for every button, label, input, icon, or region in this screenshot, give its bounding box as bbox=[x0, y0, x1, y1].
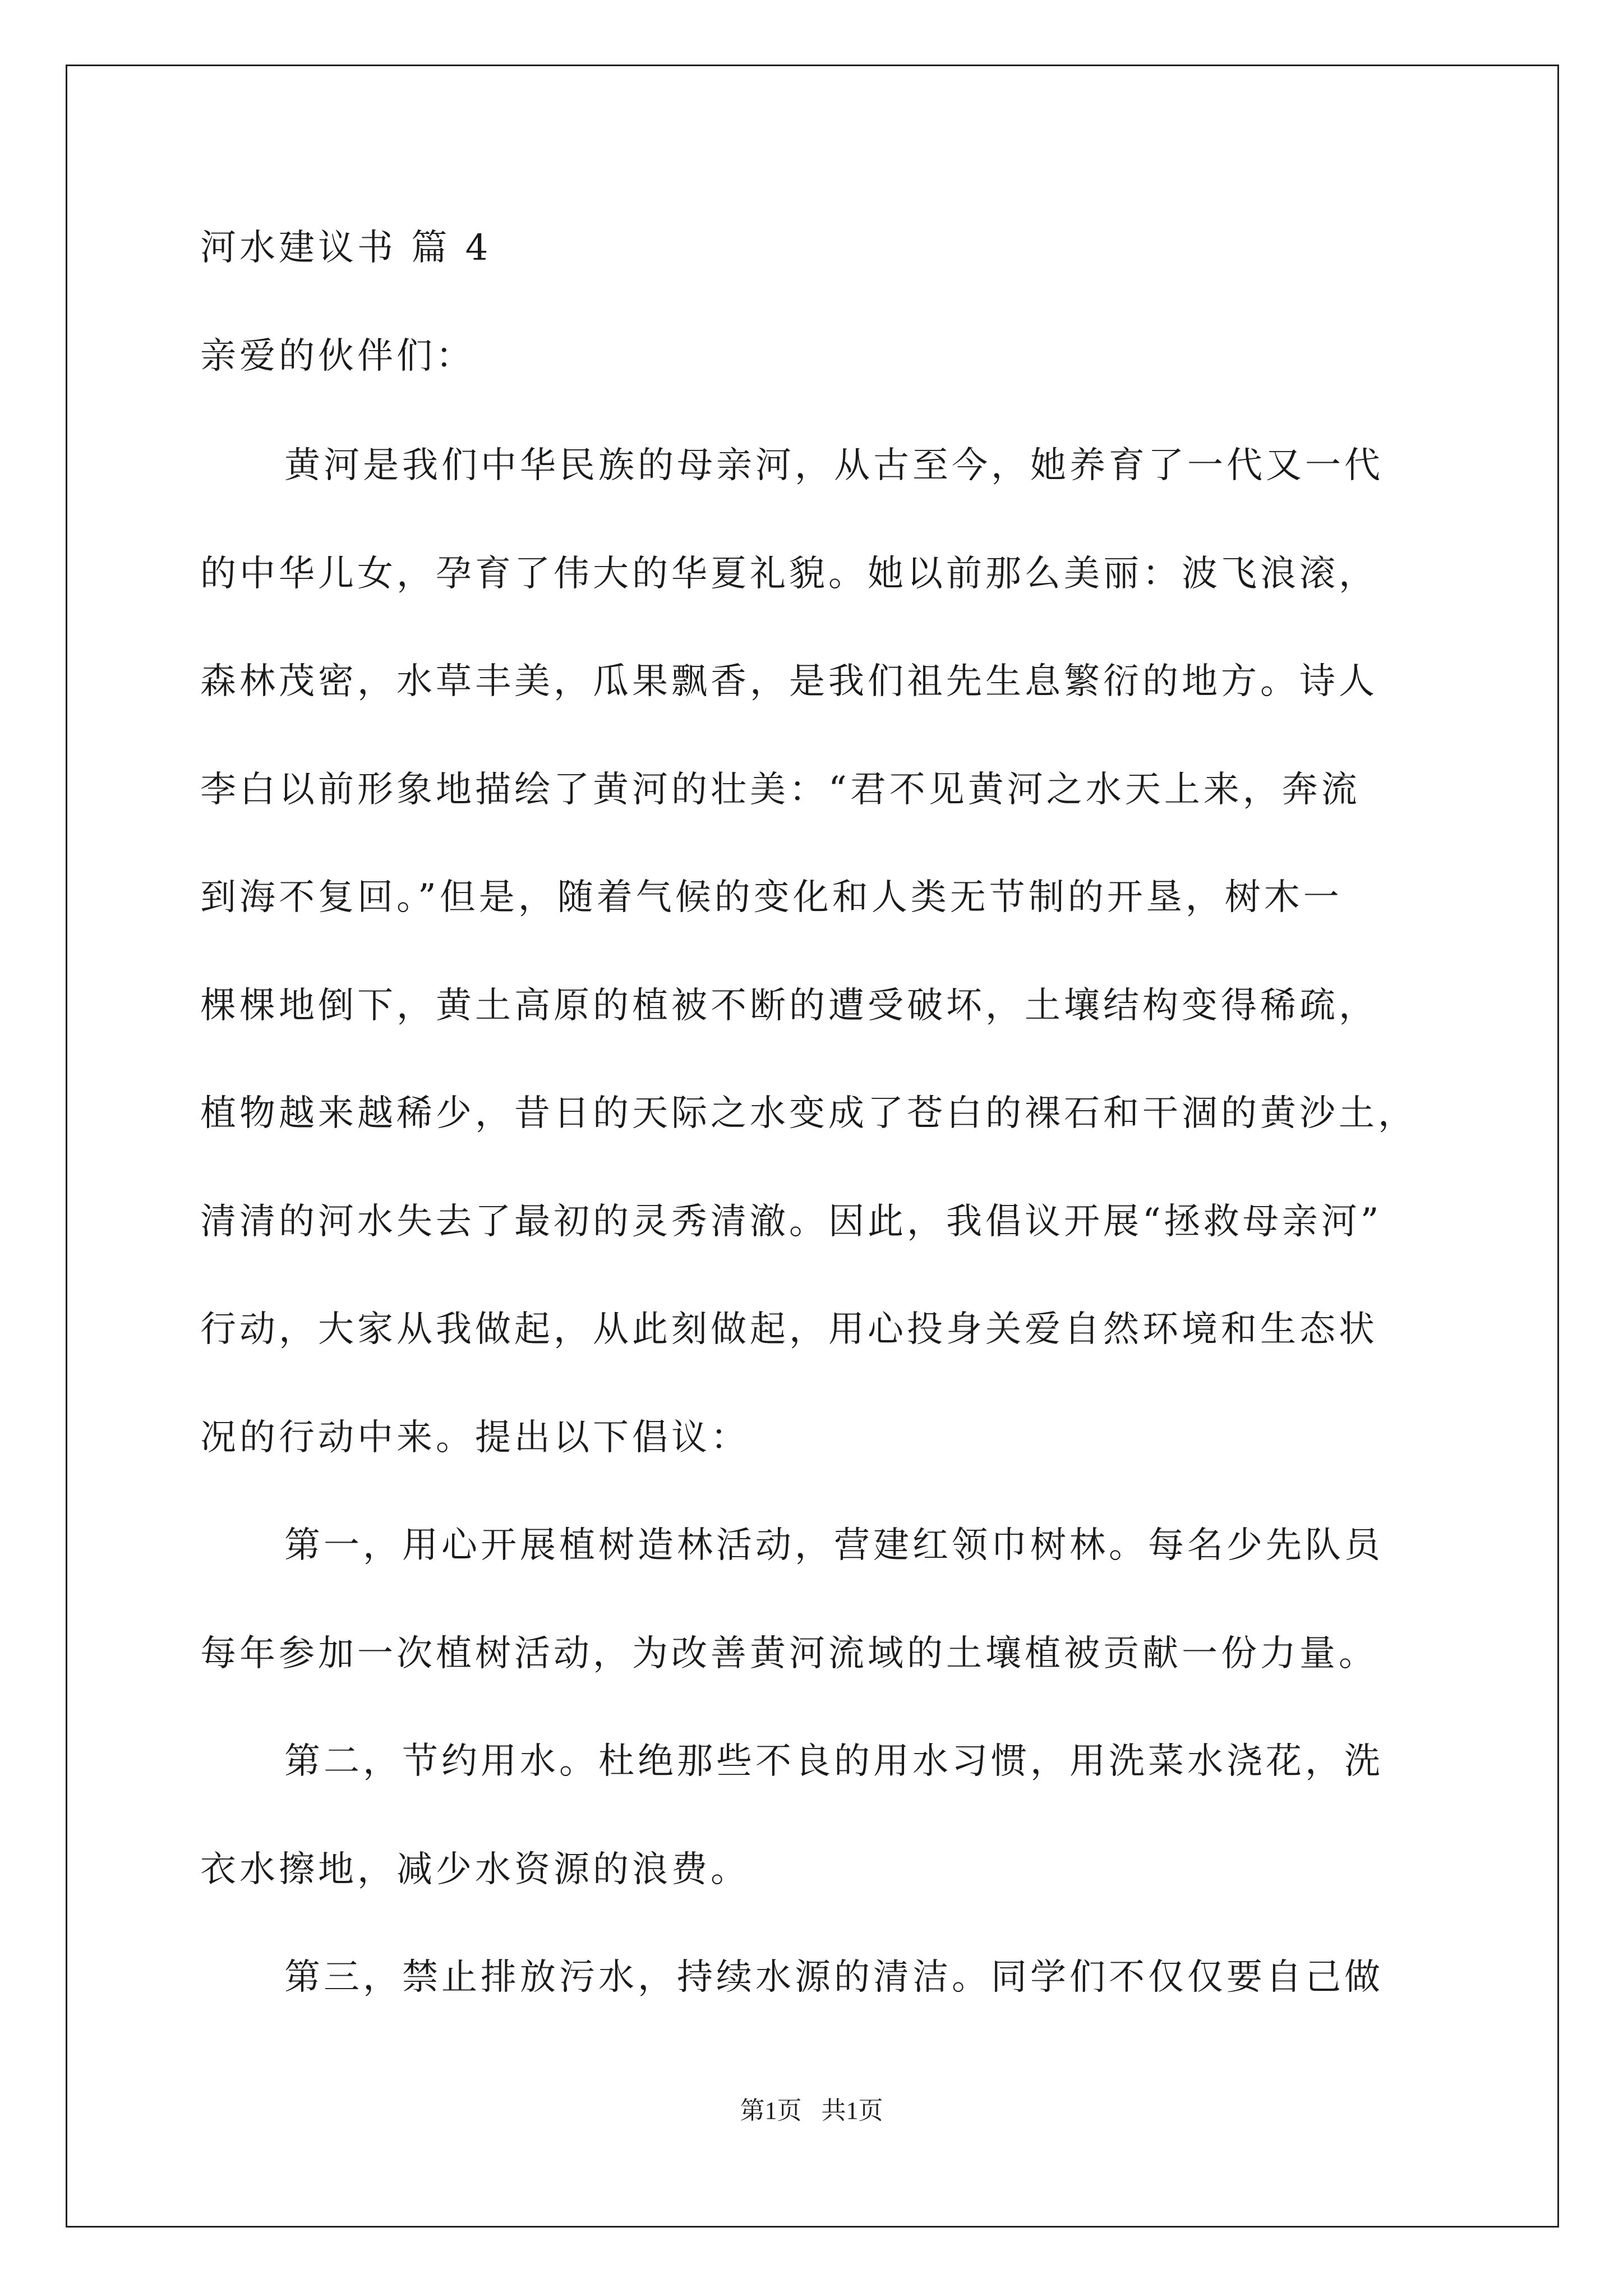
body-line: 到海不复回。”但是，随着气候的变化和人类无节制的开垦，树木一 bbox=[200, 877, 1343, 918]
body-line: 清清的河水失去了最初的灵秀清澈。因此，我倡议开展“拯救母亲河” bbox=[200, 1201, 1382, 1243]
body-line: 第一，用心开展植树造林活动，营建红领巾树林。每名少先队员 bbox=[284, 1525, 1384, 1566]
body-line: 李白以前形象地描绘了黄河的壮美：“君不见黄河之水天上来，奔流 bbox=[200, 769, 1361, 811]
body-line: 每年参加一次植树活动，为改善黄河流域的土壤植被贡献一份力量。 bbox=[200, 1633, 1378, 1674]
page-total: 共1页 bbox=[821, 2097, 883, 2124]
page-footer bbox=[0, 2095, 1623, 2127]
body-line: 衣水擦地，减少水资源的浪费。 bbox=[200, 1849, 750, 1890]
page-number: 第1页 bbox=[740, 2097, 802, 2124]
body-line: 棵棵地倒下，黄土高原的植被不断的遭受破坏，土壤结构变得稀疏， bbox=[200, 985, 1378, 1027]
body-line: 第二，节约用水。杜绝那些不良的用水习惯，用洗菜水浇花，洗 bbox=[284, 1741, 1384, 1782]
salutation: 亲爱的伙伴们： bbox=[200, 335, 475, 377]
body-line: 森林茂密，水草丰美，瓜果飘香，是我们祖先生息繁衍的地方。诗人 bbox=[200, 661, 1378, 702]
document-title: 河水建议书 篇 4 bbox=[200, 227, 492, 269]
page-border bbox=[66, 65, 1559, 2228]
body-line: 第三，禁止排放污水，持续水源的清洁。同学们不仅仅要自己做 bbox=[284, 1957, 1384, 1998]
body-line: 植物越来越稀少，昔日的天际之水变成了苍白的裸石和干涸的黄沙土， bbox=[200, 1093, 1417, 1134]
body-line: 的中华儿女，孕育了伟大的华夏礼貌。她以前那么美丽：波飞浪滚， bbox=[200, 553, 1378, 595]
body-line: 况的行动中来。提出以下倡议： bbox=[200, 1417, 750, 1458]
body-line: 行动，大家从我做起，从此刻做起，用心投身关爱自然环境和生态状 bbox=[200, 1309, 1378, 1350]
body-line: 黄河是我们中华民族的母亲河，从古至今，她养育了一代又一代 bbox=[284, 445, 1384, 486]
